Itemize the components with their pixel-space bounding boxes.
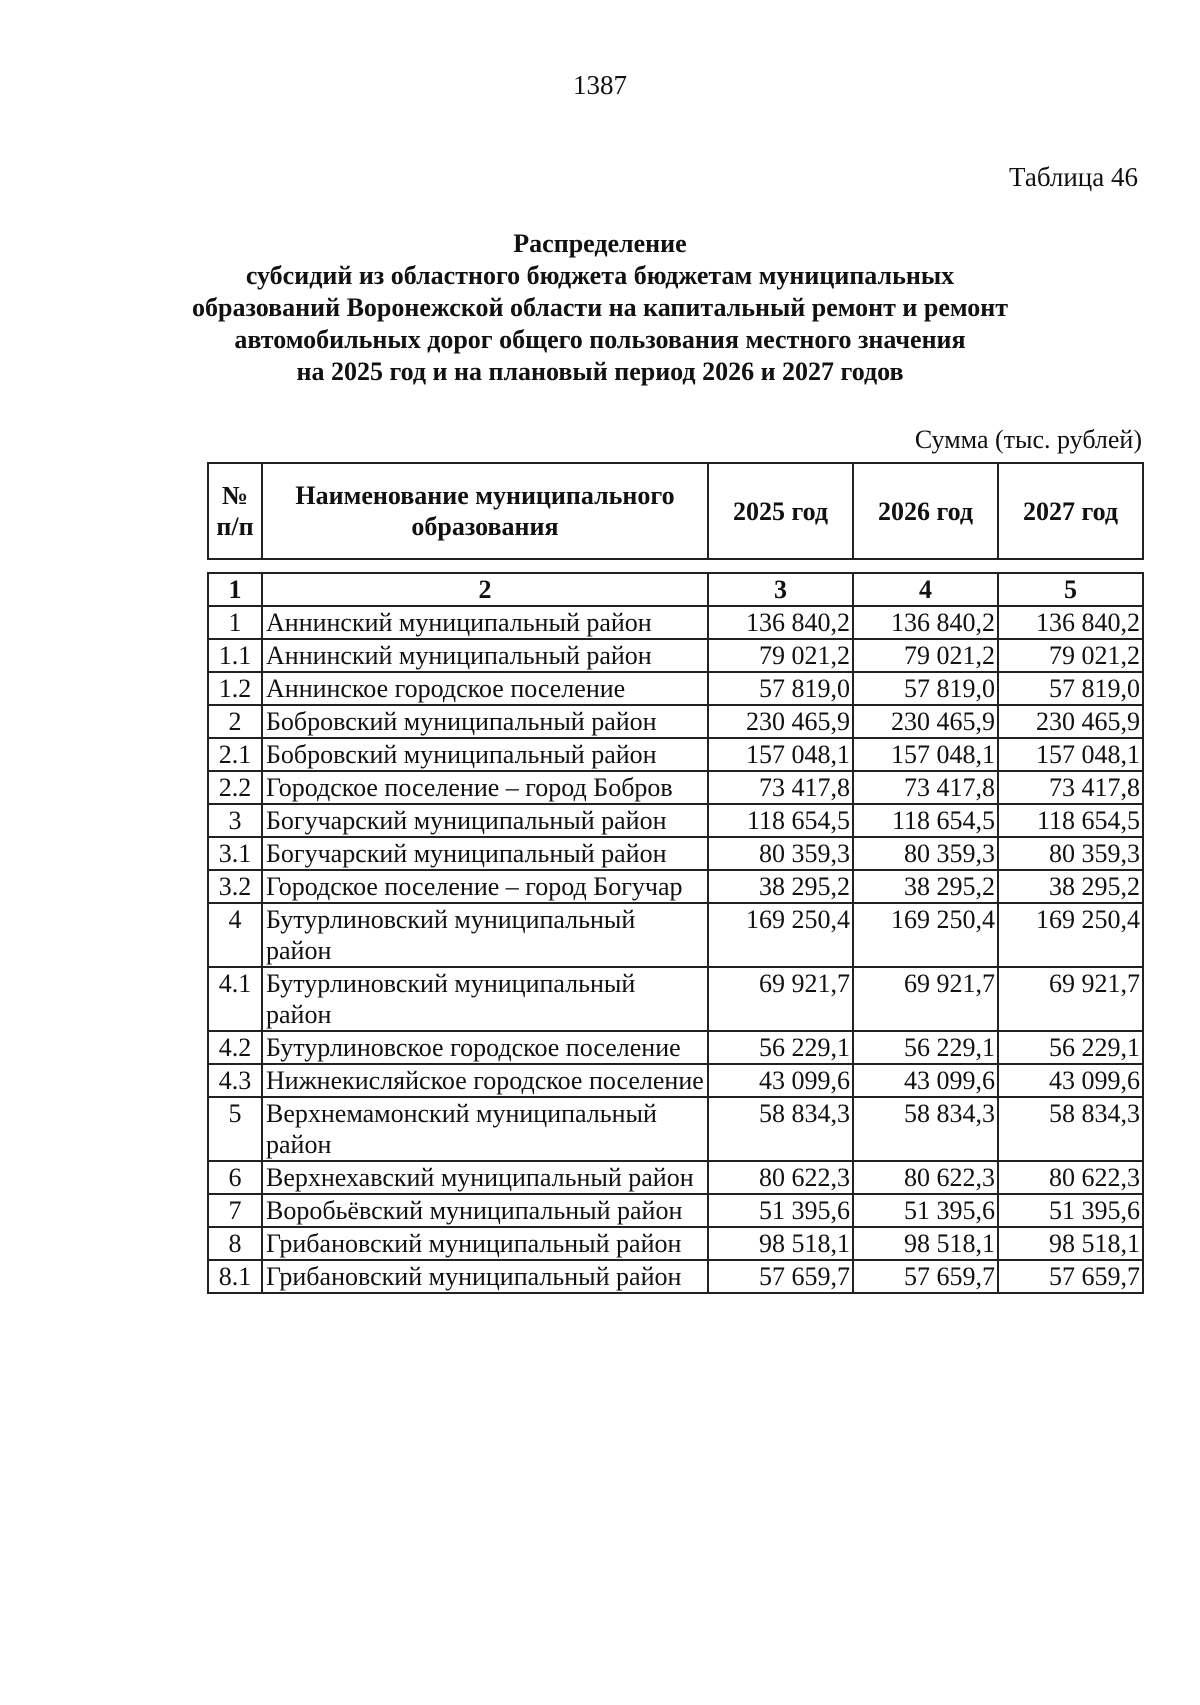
table-row <box>208 639 1143 672</box>
value-2025: 136 840,2 <box>708 606 853 639</box>
value-2027: 56 229,1 <box>998 1031 1143 1064</box>
row-name: Бобровский муниципальный район <box>262 738 708 771</box>
row-name: Городское поселение – город Бобров <box>262 771 708 804</box>
row-name: Аннинское городское поселение <box>262 672 708 705</box>
row-number: 1.1 <box>208 639 262 672</box>
table-row <box>208 606 1143 639</box>
value-2025: 98 518,1 <box>708 1227 853 1260</box>
row-name: Аннинский муниципальный район <box>262 606 708 639</box>
value-2027: 73 417,8 <box>998 771 1143 804</box>
value-2027: 169 250,4 <box>998 903 1143 967</box>
value-2025: 38 295,2 <box>708 870 853 903</box>
value-2026: 58 834,3 <box>853 1097 998 1161</box>
row-name: Грибановский муниципальный район <box>262 1260 708 1293</box>
row-name: Аннинский муниципальный район <box>262 639 708 672</box>
row-number: 4.1 <box>208 967 262 1031</box>
row-number: 3.2 <box>208 870 262 903</box>
value-2027: 80 622,3 <box>998 1161 1143 1194</box>
row-number: 4.2 <box>208 1031 262 1064</box>
value-2026: 80 622,3 <box>853 1161 998 1194</box>
header-name <box>262 463 708 559</box>
row-number: 8 <box>208 1227 262 1260</box>
row-number: 7 <box>208 1194 262 1227</box>
value-2027: 38 295,2 <box>998 870 1143 903</box>
row-number: 2.2 <box>208 771 262 804</box>
header-num-line1: № <box>221 481 249 510</box>
column-number: 5 <box>998 573 1143 606</box>
table-row <box>208 837 1143 870</box>
row-number: 8.1 <box>208 1260 262 1293</box>
column-number: 4 <box>853 573 998 606</box>
row-name: Городское поселение – город Богучар <box>262 870 708 903</box>
table-row <box>208 771 1143 804</box>
row-name: Богучарский муниципальный район <box>262 804 708 837</box>
value-2025: 56 229,1 <box>708 1031 853 1064</box>
value-2027: 136 840,2 <box>998 606 1143 639</box>
title-line: субсидий из областного бюджета бюджетам муниципальных <box>245 261 955 290</box>
table-row <box>208 738 1143 771</box>
column-number: 2 <box>262 573 708 606</box>
row-name: Нижнекисляйское городское поселение <box>262 1064 708 1097</box>
table-row <box>208 1031 1143 1064</box>
value-2027: 43 099,6 <box>998 1064 1143 1097</box>
table-row <box>208 870 1143 903</box>
value-2025: 80 622,3 <box>708 1161 853 1194</box>
row-number: 1.2 <box>208 672 262 705</box>
row-name: Верхнемамонский муниципальный район <box>262 1097 708 1161</box>
value-2025: 43 099,6 <box>708 1064 853 1097</box>
value-2026: 79 021,2 <box>853 639 998 672</box>
table-row <box>208 1097 1143 1161</box>
table-caption: Таблица 46 <box>1009 162 1138 192</box>
row-name: Бобровский муниципальный район <box>262 705 708 738</box>
table-row <box>208 1064 1143 1097</box>
table-row <box>208 804 1143 837</box>
table-row <box>208 1194 1143 1227</box>
value-2027: 98 518,1 <box>998 1227 1143 1260</box>
value-2025: 79 021,2 <box>708 639 853 672</box>
page-number: 1387 <box>573 70 627 100</box>
value-2027: 157 048,1 <box>998 738 1143 771</box>
value-2026: 57 659,7 <box>853 1260 998 1293</box>
value-2027: 79 021,2 <box>998 639 1143 672</box>
value-2027: 69 921,7 <box>998 967 1143 1031</box>
value-2027: 118 654,5 <box>998 804 1143 837</box>
row-number: 4 <box>208 903 262 967</box>
row-number: 2 <box>208 705 262 738</box>
value-2027: 80 359,3 <box>998 837 1143 870</box>
value-2026: 98 518,1 <box>853 1227 998 1260</box>
value-2027: 230 465,9 <box>998 705 1143 738</box>
value-2026: 56 229,1 <box>853 1031 998 1064</box>
row-name: Верхнехавский муниципальный район <box>262 1161 708 1194</box>
row-number: 6 <box>208 1161 262 1194</box>
value-2027: 57 819,0 <box>998 672 1143 705</box>
value-2026: 157 048,1 <box>853 738 998 771</box>
row-number: 5 <box>208 1097 262 1161</box>
header-num <box>208 463 262 559</box>
value-2025: 230 465,9 <box>708 705 853 738</box>
value-2026: 169 250,4 <box>853 903 998 967</box>
row-number: 1 <box>208 606 262 639</box>
table-header <box>207 462 1144 560</box>
value-2026: 118 654,5 <box>853 804 998 837</box>
value-2025: 51 395,6 <box>708 1194 853 1227</box>
row-name: Воробьёвский муниципальный район <box>262 1194 708 1227</box>
value-2025: 73 417,8 <box>708 771 853 804</box>
header-row <box>208 463 1143 559</box>
header-num-line2: п/п <box>216 512 254 541</box>
value-2026: 80 359,3 <box>853 837 998 870</box>
row-number: 2.1 <box>208 738 262 771</box>
value-2027: 58 834,3 <box>998 1097 1143 1161</box>
header-name-line2: образования <box>411 512 559 541</box>
table-row <box>208 1227 1143 1260</box>
value-2025: 69 921,7 <box>708 967 853 1031</box>
value-2026: 38 295,2 <box>853 870 998 903</box>
header-2025: 2025 год <box>708 463 853 559</box>
table-row <box>208 1260 1143 1293</box>
title-line: образований Воронежской области на капитальный ремонт и ремонт <box>191 293 1008 322</box>
row-name: Бутурлиновский муниципальный район <box>262 967 708 1031</box>
value-2025: 57 659,7 <box>708 1260 853 1293</box>
table-row <box>208 903 1143 967</box>
value-2026: 73 417,8 <box>853 771 998 804</box>
value-2025: 58 834,3 <box>708 1097 853 1161</box>
value-2026: 69 921,7 <box>853 967 998 1031</box>
row-number: 3.1 <box>208 837 262 870</box>
data-table-body <box>208 573 1143 1293</box>
document-title <box>160 228 1040 388</box>
data-table <box>207 572 1144 1294</box>
table-row <box>208 1161 1143 1194</box>
row-number: 3 <box>208 804 262 837</box>
value-2026: 136 840,2 <box>853 606 998 639</box>
row-name: Богучарский муниципальный район <box>262 837 708 870</box>
row-number: 4.3 <box>208 1064 262 1097</box>
value-2027: 51 395,6 <box>998 1194 1143 1227</box>
title-line: автомобильных дорог общего пользования местного значения <box>234 325 966 354</box>
title-line: Распределение <box>513 229 687 258</box>
units-label: Сумма (тыс. рублей) <box>914 425 1142 454</box>
value-2026: 43 099,6 <box>853 1064 998 1097</box>
value-2025: 118 654,5 <box>708 804 853 837</box>
value-2027: 57 659,7 <box>998 1260 1143 1293</box>
value-2025: 157 048,1 <box>708 738 853 771</box>
value-2026: 51 395,6 <box>853 1194 998 1227</box>
table-row <box>208 705 1143 738</box>
value-2026: 230 465,9 <box>853 705 998 738</box>
table-row <box>208 672 1143 705</box>
column-number: 1 <box>208 573 262 606</box>
row-name: Бутурлиновский муниципальный район <box>262 903 708 967</box>
value-2025: 80 359,3 <box>708 837 853 870</box>
value-2026: 57 819,0 <box>853 672 998 705</box>
column-number: 3 <box>708 573 853 606</box>
value-2025: 169 250,4 <box>708 903 853 967</box>
table-row <box>208 967 1143 1031</box>
column-number-row <box>208 573 1143 606</box>
header-name-line1: Наименование муниципального <box>295 481 675 510</box>
title-line: на 2025 год и на плановый период 2026 и 2027 годов <box>296 357 904 386</box>
value-2025: 57 819,0 <box>708 672 853 705</box>
row-name: Грибановский муниципальный район <box>262 1227 708 1260</box>
header-2027: 2027 год <box>998 463 1143 559</box>
header-2026: 2026 год <box>853 463 998 559</box>
row-name: Бутурлиновское городское поселение <box>262 1031 708 1064</box>
